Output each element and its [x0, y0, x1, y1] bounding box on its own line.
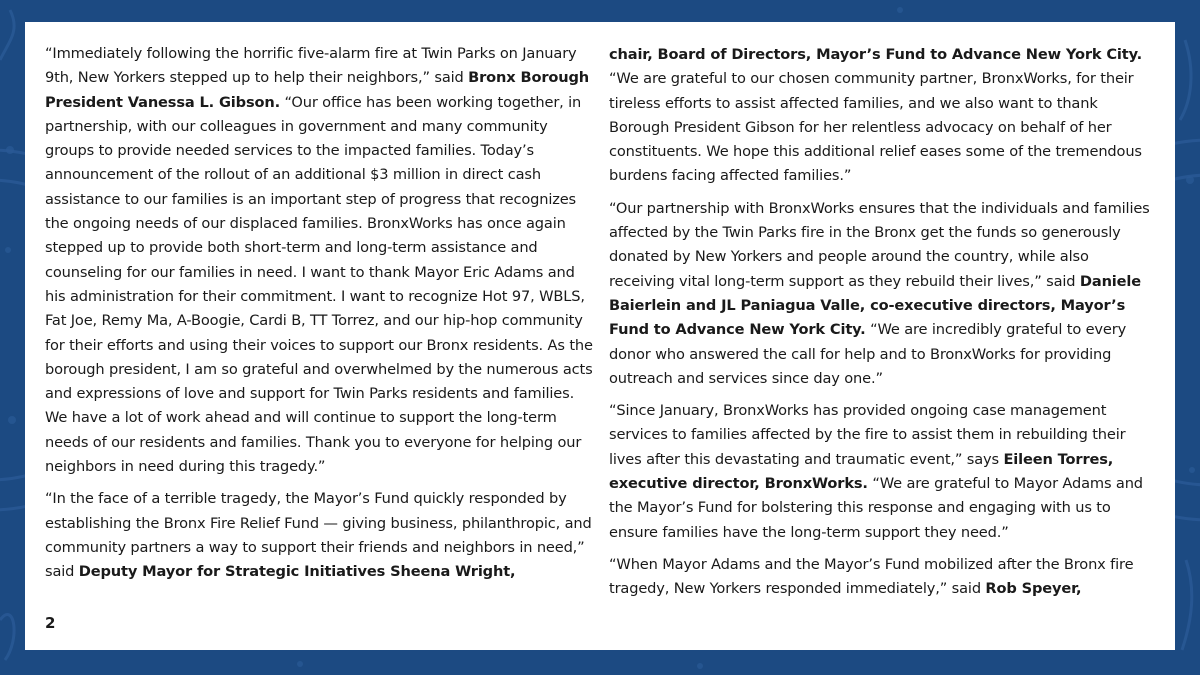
left-column	[45, 42, 593, 593]
page-number: 2	[45, 614, 56, 632]
right-column	[609, 43, 1157, 610]
paragraph-wright-continued: chair, Board of Directors, Mayor’s Fund to Advance New York City. “We are grateful to our chosen community partner, BronxWorks, for their tireless efforts to assist affected families, and we also want to thank Borough President Gibson for her relentless advocacy on behalf of her constituents. We hope this additional relief eases some of the tremendous burdens facing affected families.”	[609, 46, 1143, 185]
speaker-title: chair, Board of Directors, Mayor’s Fund to Advance New York City.	[609, 46, 1143, 63]
document-page	[25, 22, 1175, 650]
speaker-name: Deputy Mayor for Strategic Initiatives Sheena Wright,	[78, 563, 516, 581]
speaker-name: Bronx Borough President Vanessa L. Gibson.	[45, 69, 590, 111]
paragraph-speyer-quote: “When Mayor Adams and the Mayor’s Fund mobilized after the Bronx fire tragedy, New Yorkers responded immediately,” said Rob Speyer,	[609, 555, 1134, 598]
speaker-name: Daniele Baierlein and JL Paniagua Valle, co-executive directors, Mayor’s Fund to Advance New York City.	[609, 272, 1142, 339]
speaker-name: Rob Speyer,	[985, 580, 1082, 598]
speaker-name: Eileen Torres, executive director, BronxWorks.	[609, 450, 1114, 493]
paragraph-wright-quote: “In the face of a terrible tragedy, the Mayor’s Fund quickly responded by establishing the Bronx Fire Relief Fund — giving business, philanthropic, and community partners a way to support their friends and neighbors in need,” said Deputy Mayor for Strategic Initiatives Sheena Wright,	[45, 490, 592, 581]
paragraph-gibson-quote: “Immediately following the horrific five-alarm fire at Twin Parks on January 9th, New Yorkers stepped up to help their neighbors,” said Bronx Borough President Vanessa L. Gibson. “Our office has been working together, in partnership, with our colleagues in government and many community groups to provide needed services to the impacted families. Today’s announcement of the rollout of an additional $3 million in direct cash assistance to our families is an important step of progress that recognizes the ongoing needs of our displaced families. BronxWorks has once again stepped up to provide both short-term and long-term assistance and counseling for our families in need. I want to thank Mayor Eric Adams and his administration for their commitment. I want to recognize Hot 97, WBLS, Fat Joe, Remy Ma, A-Boogie, Cardi B, TT Torrez, and our hip-hop community for their efforts and using their voices to support our Bronx residents. As the borough president, I am so grateful and overwhelmed by the numerous acts and expressions of love and support for Twin Parks residents and families. We have a lot of work ahead and will continue to support the long-term needs of our residents and families. Thank you to everyone for helping our neighbors in need during this tragedy.”	[45, 45, 593, 476]
paragraph-torres-quote: “Since January, BronxWorks has provided ongoing case management services to families affected by the fire to assist them in rebuilding their lives after this devastating and traumatic event,” says Eileen Torres, executive director, BronxWorks. “We are grateful to Mayor Adams and the Mayor’s Fund for bolstering this response and engaging with us to ensure families have the long-term support they need.”	[609, 402, 1143, 541]
paragraph-baierlein-quote: “Our partnership with BronxWorks ensures that the individuals and families affected by the Twin Parks fire in the Bronx get the funds so generously donated by New Yorkers and people around the country, while also receiving vital long-term support as they rebuild their lives,” said Daniele Baierlein and JL Paniagua Valle, co-executive directors, Mayor’s Fund to Advance New York City. “We are incredibly grateful to every donor who answered the call for help and to BronxWorks for providing outreach and services since day one.”	[609, 199, 1150, 387]
